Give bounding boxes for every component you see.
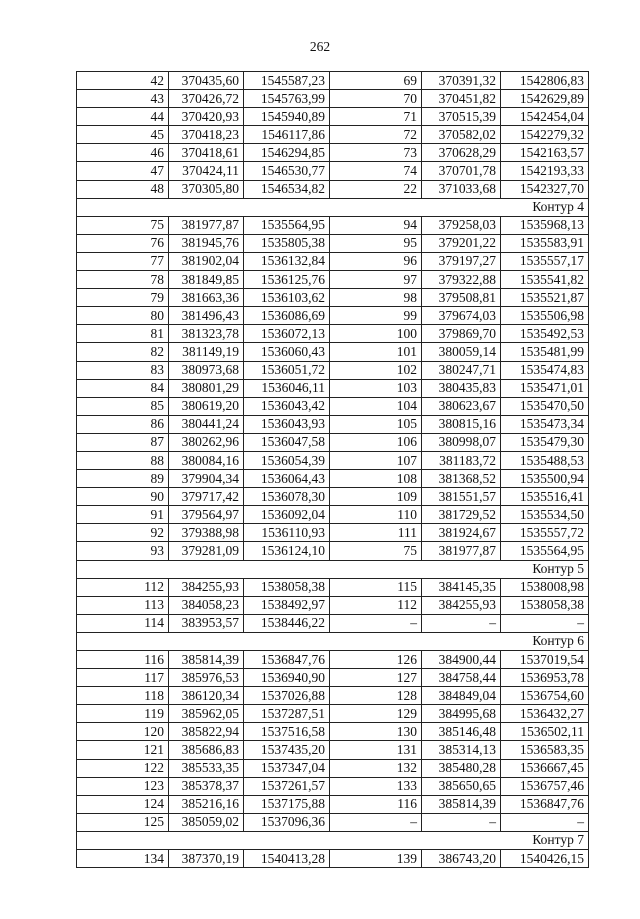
y-coordinate: 1535474,83 xyxy=(501,361,589,379)
x-coordinate: 380059,14 xyxy=(422,343,501,361)
x-coordinate: 379388,98 xyxy=(169,524,244,542)
point-number: 112 xyxy=(77,578,169,596)
x-coordinate: 385216,16 xyxy=(169,795,244,813)
y-coordinate: 1545940,89 xyxy=(244,108,330,126)
x-coordinate: 385314,13 xyxy=(422,741,501,759)
point-number: 98 xyxy=(330,289,422,307)
y-coordinate: 1535516,41 xyxy=(501,488,589,506)
x-coordinate: 379281,09 xyxy=(169,542,244,560)
y-coordinate: 1535564,95 xyxy=(501,542,589,560)
section-row xyxy=(77,560,589,578)
y-coordinate: – xyxy=(501,614,589,632)
point-number: 131 xyxy=(330,741,422,759)
table-row xyxy=(77,343,589,361)
x-coordinate: 370418,61 xyxy=(169,144,244,162)
y-coordinate: 1537019,54 xyxy=(501,651,589,669)
point-number: 101 xyxy=(330,343,422,361)
x-coordinate: 384145,35 xyxy=(422,578,501,596)
section-heading: Контур 5 xyxy=(77,560,589,578)
point-number: 132 xyxy=(330,759,422,777)
x-coordinate: 370582,02 xyxy=(422,126,501,144)
table-row xyxy=(77,451,589,469)
point-number: 42 xyxy=(77,72,169,90)
point-number: 43 xyxy=(77,90,169,108)
x-coordinate: 380262,96 xyxy=(169,433,244,451)
y-coordinate: 1535557,72 xyxy=(501,524,589,542)
table-row xyxy=(77,777,589,795)
point-number: 47 xyxy=(77,162,169,180)
y-coordinate: 1542327,70 xyxy=(501,180,589,198)
point-number: 77 xyxy=(77,252,169,270)
table-row xyxy=(77,379,589,397)
point-number: 107 xyxy=(330,451,422,469)
table-row xyxy=(77,162,589,180)
x-coordinate: 379201,22 xyxy=(422,234,501,252)
x-coordinate: 386120,34 xyxy=(169,687,244,705)
table-row xyxy=(77,307,589,325)
y-coordinate: 1535805,38 xyxy=(244,234,330,252)
y-coordinate: 1536847,76 xyxy=(244,651,330,669)
coordinates-table xyxy=(76,71,589,868)
y-coordinate: 1540426,15 xyxy=(501,850,589,868)
y-coordinate: 1542629,89 xyxy=(501,90,589,108)
y-coordinate: 1546534,82 xyxy=(244,180,330,198)
x-coordinate: 385686,83 xyxy=(169,741,244,759)
y-coordinate: 1535534,50 xyxy=(501,506,589,524)
point-number: 93 xyxy=(77,542,169,560)
y-coordinate: 1545587,23 xyxy=(244,72,330,90)
x-coordinate: 370628,29 xyxy=(422,144,501,162)
x-coordinate: 384900,44 xyxy=(422,651,501,669)
x-coordinate: 381977,87 xyxy=(422,542,501,560)
y-coordinate: 1537347,04 xyxy=(244,759,330,777)
point-number: 86 xyxy=(77,415,169,433)
x-coordinate: 381149,19 xyxy=(169,343,244,361)
y-coordinate: 1536064,43 xyxy=(244,470,330,488)
table-row xyxy=(77,108,589,126)
point-number: 113 xyxy=(77,596,169,614)
x-coordinate: 370418,23 xyxy=(169,126,244,144)
x-coordinate: 370701,78 xyxy=(422,162,501,180)
y-coordinate: 1536953,78 xyxy=(501,669,589,687)
x-coordinate: 383953,57 xyxy=(169,614,244,632)
point-number: 123 xyxy=(77,777,169,795)
section-row xyxy=(77,198,589,216)
point-number: 112 xyxy=(330,596,422,614)
point-number: 139 xyxy=(330,850,422,868)
y-coordinate: 1535506,98 xyxy=(501,307,589,325)
y-coordinate: 1536502,11 xyxy=(501,723,589,741)
y-coordinate: 1535488,53 xyxy=(501,451,589,469)
x-coordinate: 379717,42 xyxy=(169,488,244,506)
y-coordinate: 1536110,93 xyxy=(244,524,330,542)
y-coordinate: 1545763,99 xyxy=(244,90,330,108)
table-row xyxy=(77,90,589,108)
x-coordinate: 385962,05 xyxy=(169,705,244,723)
point-number: 120 xyxy=(77,723,169,741)
point-number: 114 xyxy=(77,614,169,632)
point-number: 48 xyxy=(77,180,169,198)
x-coordinate: 385650,65 xyxy=(422,777,501,795)
y-coordinate: 1538446,22 xyxy=(244,614,330,632)
y-coordinate: 1536940,90 xyxy=(244,669,330,687)
point-number: 122 xyxy=(77,759,169,777)
table-row xyxy=(77,470,589,488)
y-coordinate: 1536072,13 xyxy=(244,325,330,343)
page-number: 262 xyxy=(309,39,331,54)
x-coordinate: 381368,52 xyxy=(422,470,501,488)
y-coordinate: 1535470,50 xyxy=(501,397,589,415)
y-coordinate: 1535479,30 xyxy=(501,433,589,451)
point-number: 91 xyxy=(77,506,169,524)
point-number: 89 xyxy=(77,470,169,488)
table-row xyxy=(77,542,589,560)
x-coordinate: 370435,60 xyxy=(169,72,244,90)
x-coordinate: 384995,68 xyxy=(422,705,501,723)
x-coordinate: 384255,93 xyxy=(422,596,501,614)
x-coordinate: – xyxy=(422,813,501,831)
point-number: 118 xyxy=(77,687,169,705)
point-number: 106 xyxy=(330,433,422,451)
y-coordinate: 1546530,77 xyxy=(244,162,330,180)
y-coordinate: 1535557,17 xyxy=(501,252,589,270)
point-number: 124 xyxy=(77,795,169,813)
point-number: – xyxy=(330,813,422,831)
x-coordinate: 371033,68 xyxy=(422,180,501,198)
point-number: 75 xyxy=(77,216,169,234)
point-number: 117 xyxy=(77,669,169,687)
table-row xyxy=(77,72,589,90)
point-number: 105 xyxy=(330,415,422,433)
point-number: 111 xyxy=(330,524,422,542)
table-row xyxy=(77,741,589,759)
x-coordinate: 379258,03 xyxy=(422,216,501,234)
point-number: 97 xyxy=(330,271,422,289)
y-coordinate: 1536092,04 xyxy=(244,506,330,524)
x-coordinate: 385480,28 xyxy=(422,759,501,777)
point-number: 87 xyxy=(77,433,169,451)
y-coordinate: – xyxy=(501,813,589,831)
point-number: 129 xyxy=(330,705,422,723)
y-coordinate: 1537096,36 xyxy=(244,813,330,831)
table-row xyxy=(77,596,589,614)
y-coordinate: 1536078,30 xyxy=(244,488,330,506)
point-number: 102 xyxy=(330,361,422,379)
y-coordinate: 1536046,11 xyxy=(244,379,330,397)
point-number: 82 xyxy=(77,343,169,361)
y-coordinate: 1536103,62 xyxy=(244,289,330,307)
x-coordinate: 385059,02 xyxy=(169,813,244,831)
table-row xyxy=(77,795,589,813)
x-coordinate: 379322,88 xyxy=(422,271,501,289)
x-coordinate: 380998,07 xyxy=(422,433,501,451)
y-coordinate: 1537287,51 xyxy=(244,705,330,723)
x-coordinate: 385822,94 xyxy=(169,723,244,741)
section-heading: Контур 7 xyxy=(77,831,589,849)
table-row xyxy=(77,705,589,723)
point-number: 110 xyxy=(330,506,422,524)
y-coordinate: 1536432,27 xyxy=(501,705,589,723)
x-coordinate: 379564,97 xyxy=(169,506,244,524)
x-coordinate: 385533,35 xyxy=(169,759,244,777)
x-coordinate: 370451,82 xyxy=(422,90,501,108)
x-coordinate: 381323,78 xyxy=(169,325,244,343)
x-coordinate: 380801,29 xyxy=(169,379,244,397)
x-coordinate: 380619,20 xyxy=(169,397,244,415)
x-coordinate: – xyxy=(422,614,501,632)
point-number: 109 xyxy=(330,488,422,506)
x-coordinate: 380435,83 xyxy=(422,379,501,397)
x-coordinate: 379904,34 xyxy=(169,470,244,488)
y-coordinate: 1536757,46 xyxy=(501,777,589,795)
x-coordinate: 385378,37 xyxy=(169,777,244,795)
x-coordinate: 384058,23 xyxy=(169,596,244,614)
y-coordinate: 1536132,84 xyxy=(244,252,330,270)
x-coordinate: 379869,70 xyxy=(422,325,501,343)
point-number: 69 xyxy=(330,72,422,90)
point-number: 44 xyxy=(77,108,169,126)
table-row xyxy=(77,687,589,705)
table-row xyxy=(77,126,589,144)
y-coordinate: 1536043,93 xyxy=(244,415,330,433)
y-coordinate: 1546294,85 xyxy=(244,144,330,162)
point-number: 72 xyxy=(330,126,422,144)
point-number: 126 xyxy=(330,651,422,669)
point-number: 127 xyxy=(330,669,422,687)
y-coordinate: 1536060,43 xyxy=(244,343,330,361)
y-coordinate: 1535481,99 xyxy=(501,343,589,361)
table-row xyxy=(77,289,589,307)
point-number: 119 xyxy=(77,705,169,723)
section-heading: Контур 6 xyxy=(77,632,589,650)
x-coordinate: 370391,32 xyxy=(422,72,501,90)
x-coordinate: 379674,03 xyxy=(422,307,501,325)
x-coordinate: 381551,57 xyxy=(422,488,501,506)
y-coordinate: 1535968,13 xyxy=(501,216,589,234)
x-coordinate: 370426,72 xyxy=(169,90,244,108)
y-coordinate: 1536667,45 xyxy=(501,759,589,777)
x-coordinate: 385814,39 xyxy=(169,651,244,669)
x-coordinate: 381924,67 xyxy=(422,524,501,542)
point-number: 73 xyxy=(330,144,422,162)
x-coordinate: 384758,44 xyxy=(422,669,501,687)
x-coordinate: 380623,67 xyxy=(422,397,501,415)
table-row xyxy=(77,488,589,506)
x-coordinate: 380084,16 xyxy=(169,451,244,469)
y-coordinate: 1536047,58 xyxy=(244,433,330,451)
x-coordinate: 381977,87 xyxy=(169,216,244,234)
y-coordinate: 1536847,76 xyxy=(501,795,589,813)
x-coordinate: 381663,36 xyxy=(169,289,244,307)
point-number: 96 xyxy=(330,252,422,270)
x-coordinate: 370420,93 xyxy=(169,108,244,126)
point-number: 94 xyxy=(330,216,422,234)
point-number: 95 xyxy=(330,234,422,252)
point-number: 71 xyxy=(330,108,422,126)
y-coordinate: 1536086,69 xyxy=(244,307,330,325)
y-coordinate: 1537516,58 xyxy=(244,723,330,741)
y-coordinate: 1536054,39 xyxy=(244,451,330,469)
section-row xyxy=(77,831,589,849)
y-coordinate: 1542806,83 xyxy=(501,72,589,90)
point-number: 84 xyxy=(77,379,169,397)
y-coordinate: 1536124,10 xyxy=(244,542,330,560)
x-coordinate: 379508,81 xyxy=(422,289,501,307)
point-number: 90 xyxy=(77,488,169,506)
y-coordinate: 1540413,28 xyxy=(244,850,330,868)
point-number: 130 xyxy=(330,723,422,741)
x-coordinate: 381849,85 xyxy=(169,271,244,289)
y-coordinate: 1538058,38 xyxy=(244,578,330,596)
point-number: 22 xyxy=(330,180,422,198)
point-number: 100 xyxy=(330,325,422,343)
x-coordinate: 385146,48 xyxy=(422,723,501,741)
y-coordinate: 1535473,34 xyxy=(501,415,589,433)
y-coordinate: 1535564,95 xyxy=(244,216,330,234)
point-number: 108 xyxy=(330,470,422,488)
point-number: 76 xyxy=(77,234,169,252)
x-coordinate: 384849,04 xyxy=(422,687,501,705)
x-coordinate: 385814,39 xyxy=(422,795,501,813)
x-coordinate: 380247,71 xyxy=(422,361,501,379)
x-coordinate: 381902,04 xyxy=(169,252,244,270)
table-row xyxy=(77,651,589,669)
y-coordinate: 1535521,87 xyxy=(501,289,589,307)
y-coordinate: 1535471,01 xyxy=(501,379,589,397)
x-coordinate: 384255,93 xyxy=(169,578,244,596)
point-number: 74 xyxy=(330,162,422,180)
table-row xyxy=(77,180,589,198)
table-row xyxy=(77,723,589,741)
point-number: 92 xyxy=(77,524,169,542)
table-row xyxy=(77,144,589,162)
y-coordinate: 1536754,60 xyxy=(501,687,589,705)
point-number: – xyxy=(330,614,422,632)
table-row xyxy=(77,234,589,252)
x-coordinate: 381496,43 xyxy=(169,307,244,325)
y-coordinate: 1542454,04 xyxy=(501,108,589,126)
y-coordinate: 1536125,76 xyxy=(244,271,330,289)
table-row xyxy=(77,252,589,270)
table-row xyxy=(77,415,589,433)
x-coordinate: 387370,19 xyxy=(169,850,244,868)
y-coordinate: 1537175,88 xyxy=(244,795,330,813)
table-row xyxy=(77,271,589,289)
point-number: 116 xyxy=(330,795,422,813)
y-coordinate: 1537435,20 xyxy=(244,741,330,759)
y-coordinate: 1537026,88 xyxy=(244,687,330,705)
table-row xyxy=(77,850,589,868)
x-coordinate: 381183,72 xyxy=(422,451,501,469)
x-coordinate: 370515,39 xyxy=(422,108,501,126)
y-coordinate: 1546117,86 xyxy=(244,126,330,144)
y-coordinate: 1537261,57 xyxy=(244,777,330,795)
table-row xyxy=(77,397,589,415)
point-number: 121 xyxy=(77,741,169,759)
x-coordinate: 385976,53 xyxy=(169,669,244,687)
x-coordinate: 386743,20 xyxy=(422,850,501,868)
y-coordinate: 1542193,33 xyxy=(501,162,589,180)
x-coordinate: 370305,80 xyxy=(169,180,244,198)
table-row xyxy=(77,433,589,451)
point-number: 81 xyxy=(77,325,169,343)
point-number: 116 xyxy=(77,651,169,669)
point-number: 75 xyxy=(330,542,422,560)
table-row xyxy=(77,813,589,831)
point-number: 80 xyxy=(77,307,169,325)
table-row xyxy=(77,524,589,542)
y-coordinate: 1536051,72 xyxy=(244,361,330,379)
x-coordinate: 379197,27 xyxy=(422,252,501,270)
y-coordinate: 1538492,97 xyxy=(244,596,330,614)
x-coordinate: 380441,24 xyxy=(169,415,244,433)
point-number: 134 xyxy=(77,850,169,868)
point-number: 85 xyxy=(77,397,169,415)
y-coordinate: 1535583,91 xyxy=(501,234,589,252)
y-coordinate: 1535500,94 xyxy=(501,470,589,488)
table-row xyxy=(77,759,589,777)
y-coordinate: 1536583,35 xyxy=(501,741,589,759)
point-number: 46 xyxy=(77,144,169,162)
table-row xyxy=(77,669,589,687)
point-number: 125 xyxy=(77,813,169,831)
point-number: 128 xyxy=(330,687,422,705)
table-row xyxy=(77,361,589,379)
x-coordinate: 381945,76 xyxy=(169,234,244,252)
y-coordinate: 1536043,42 xyxy=(244,397,330,415)
point-number: 99 xyxy=(330,307,422,325)
point-number: 83 xyxy=(77,361,169,379)
y-coordinate: 1542163,57 xyxy=(501,144,589,162)
point-number: 78 xyxy=(77,271,169,289)
coordinates-table-body xyxy=(77,72,589,868)
section-heading: Контур 4 xyxy=(77,198,589,216)
x-coordinate: 370424,11 xyxy=(169,162,244,180)
point-number: 79 xyxy=(77,289,169,307)
section-row xyxy=(77,632,589,650)
x-coordinate: 380815,16 xyxy=(422,415,501,433)
y-coordinate: 1535492,53 xyxy=(501,325,589,343)
x-coordinate: 381729,52 xyxy=(422,506,501,524)
x-coordinate: 380973,68 xyxy=(169,361,244,379)
table-row xyxy=(77,506,589,524)
point-number: 103 xyxy=(330,379,422,397)
y-coordinate: 1542279,32 xyxy=(501,126,589,144)
table-row xyxy=(77,614,589,632)
y-coordinate: 1535541,82 xyxy=(501,271,589,289)
y-coordinate: 1538008,98 xyxy=(501,578,589,596)
point-number: 115 xyxy=(330,578,422,596)
table-row xyxy=(77,216,589,234)
table-row xyxy=(77,325,589,343)
point-number: 88 xyxy=(77,451,169,469)
point-number: 70 xyxy=(330,90,422,108)
point-number: 45 xyxy=(77,126,169,144)
table-row xyxy=(77,578,589,596)
point-number: 133 xyxy=(330,777,422,795)
point-number: 104 xyxy=(330,397,422,415)
y-coordinate: 1538058,38 xyxy=(501,596,589,614)
